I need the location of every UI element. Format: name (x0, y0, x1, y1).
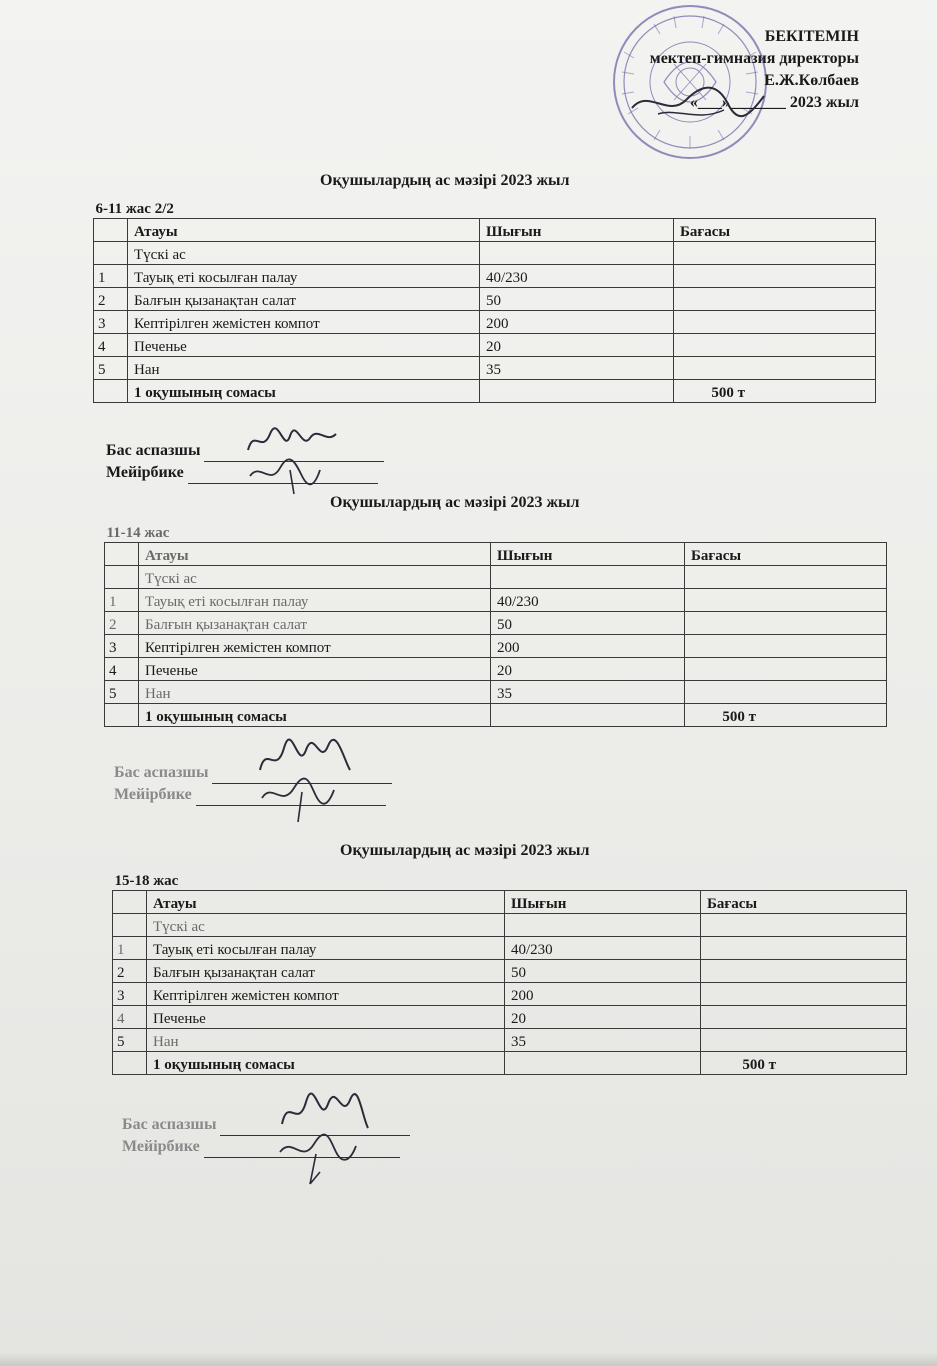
age-group: 15-18 жас (114, 873, 179, 889)
table-row (105, 635, 887, 658)
item-name: Нан (139, 681, 491, 704)
item-name: Кептірілген жемістен компот (128, 311, 480, 334)
total-label: 1 оқушының сомасы (139, 704, 491, 727)
item-number: 2 (113, 960, 147, 983)
item-number: 3 (105, 635, 139, 658)
item-portion: 50 (480, 288, 674, 311)
table-row (113, 937, 907, 960)
total-price: 500 т (685, 704, 887, 727)
table-row (113, 983, 907, 1006)
item-portion: 50 (491, 612, 685, 635)
item-name: Балғын қызанақтан салат (147, 960, 505, 983)
table-row (105, 612, 887, 635)
item-name: Балғын қызанақтан салат (128, 288, 480, 311)
total-price: 500 т (701, 1052, 907, 1075)
item-name: Печенье (139, 658, 491, 681)
item-portion: 20 (505, 1006, 701, 1029)
menu-title: Оқушылардың ас мәзірі 2023 жыл (320, 172, 570, 189)
item-number: 2 (94, 288, 128, 311)
age-group: 6-11 жас 2/2 (95, 201, 174, 217)
menu-table (104, 524, 887, 727)
column-header-portion: Шығын (480, 219, 674, 242)
meal-label: Түскі ас (147, 914, 505, 937)
item-number: 5 (105, 681, 139, 704)
item-number: 3 (94, 311, 128, 334)
item-number: 5 (94, 357, 128, 380)
total-row (105, 704, 887, 727)
total-price: 500 т (674, 380, 876, 403)
item-portion: 40/230 (491, 589, 685, 612)
total-row (113, 1052, 907, 1075)
item-number: 1 (113, 937, 147, 960)
meal-label: Түскі ас (128, 242, 480, 265)
table-row (113, 1029, 907, 1052)
director-signature (628, 78, 768, 128)
item-name: Тауық еті косылған палау (128, 265, 480, 288)
menu-table (93, 200, 876, 403)
item-name: Печенье (128, 334, 480, 357)
cook-nurse-signatures (250, 736, 360, 826)
item-number: 4 (113, 1006, 147, 1029)
item-portion: 20 (480, 334, 674, 357)
table-row (105, 658, 887, 681)
item-portion: 40/230 (505, 937, 701, 960)
column-header-price: Бағасы (674, 219, 876, 242)
item-number: 3 (113, 983, 147, 1006)
item-number: 4 (94, 334, 128, 357)
table-row (94, 357, 876, 380)
column-header-price: Бағасы (685, 543, 887, 566)
item-name: Тауық еті косылған палау (147, 937, 505, 960)
approval-date: «___»_______ 2023 жыл (689, 94, 859, 111)
total-row (94, 380, 876, 403)
table-row (105, 589, 887, 612)
table-row (105, 681, 887, 704)
cook-nurse-signatures (270, 1088, 380, 1188)
table-row (94, 288, 876, 311)
item-portion: 35 (480, 357, 674, 380)
head-cook-label: Бас аспазшы (114, 764, 209, 781)
column-header-name: Атауы (139, 543, 491, 566)
table-row (113, 960, 907, 983)
item-number: 1 (94, 265, 128, 288)
item-portion: 200 (491, 635, 685, 658)
item-portion: 40/230 (480, 265, 674, 288)
item-portion: 35 (505, 1029, 701, 1052)
menu-title: Оқушылардың ас мәзірі 2023 жыл (330, 494, 580, 511)
nurse-label: Мейірбике (122, 1138, 200, 1155)
nurse-label: Мейірбике (106, 464, 184, 481)
item-name: Тауық еті косылған палау (139, 589, 491, 612)
age-group: 11-14 жас (106, 525, 170, 541)
item-portion: 200 (505, 983, 701, 1006)
total-label: 1 оқушының сомасы (147, 1052, 505, 1075)
table-row (94, 311, 876, 334)
menu-title: Оқушылардың ас мәзірі 2023 жыл (340, 842, 590, 859)
item-name: Балғын қызанақтан салат (139, 612, 491, 635)
item-portion: 35 (491, 681, 685, 704)
item-number: 5 (113, 1029, 147, 1052)
column-header-name: Атауы (128, 219, 480, 242)
total-label: 1 оқушының сомасы (128, 380, 480, 403)
menu-table (112, 872, 907, 1075)
page-edge-shadow (0, 1352, 937, 1366)
column-header-name: Атауы (147, 891, 505, 914)
approval-name: Е.Ж.Көлбаев (764, 72, 859, 89)
item-number: 4 (105, 658, 139, 681)
item-name: Печенье (147, 1006, 505, 1029)
item-number: 2 (105, 612, 139, 635)
cook-nurse-signatures (240, 424, 350, 496)
column-header-portion: Шығын (491, 543, 685, 566)
table-row (113, 1006, 907, 1029)
table-row (94, 265, 876, 288)
column-header-portion: Шығын (505, 891, 701, 914)
head-cook-label: Бас аспазшы (106, 442, 201, 459)
item-portion: 20 (491, 658, 685, 681)
meal-label: Түскі ас (139, 566, 491, 589)
item-name: Нан (147, 1029, 505, 1052)
head-cook-label: Бас аспазшы (122, 1116, 217, 1133)
item-name: Кептірілген жемістен компот (139, 635, 491, 658)
column-header-price: Бағасы (701, 891, 907, 914)
item-portion: 50 (505, 960, 701, 983)
item-name: Нан (128, 357, 480, 380)
table-row (94, 334, 876, 357)
nurse-label: Мейірбике (114, 786, 192, 803)
item-number: 1 (105, 589, 139, 612)
approval-title: БЕКІТЕМІН (764, 28, 859, 45)
item-portion: 200 (480, 311, 674, 334)
item-name: Кептірілген жемістен компот (147, 983, 505, 1006)
approval-position: мектеп-гимназия директоры (649, 50, 859, 67)
